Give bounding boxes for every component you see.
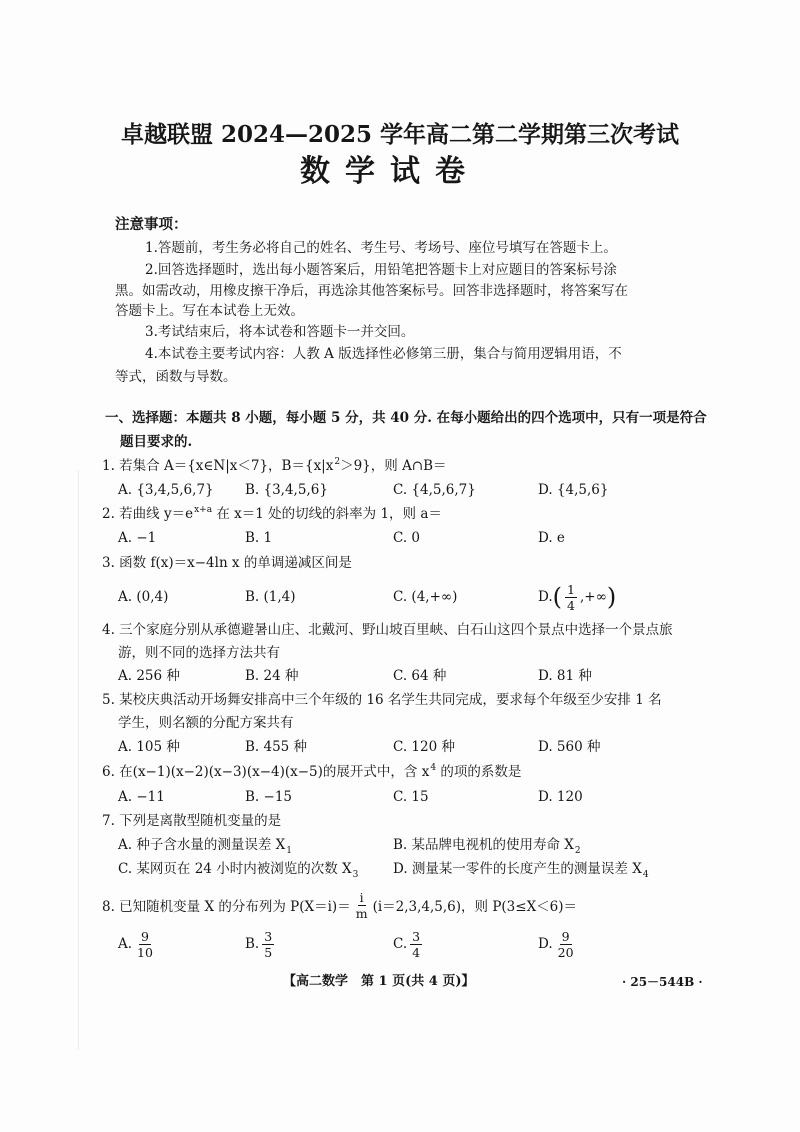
question-8-option-b (245, 924, 277, 964)
option-label: C. (393, 936, 408, 952)
stem-text: 1. 若集合 A＝{x∈N|x＜7}，B＝{x|x (102, 458, 334, 474)
question-4-option-c: C. 64 种 (393, 668, 447, 684)
fraction (410, 929, 422, 960)
question-2-option-d: D. e (538, 530, 565, 546)
question-1-option-d: D. {4,5,6} (538, 482, 609, 498)
exam-subject: 数学试卷 (300, 154, 480, 189)
option-text: D. 测量某一零件的长度产生的测量误差 X (393, 861, 642, 877)
denominator: 4 (567, 597, 575, 613)
numerator: 1 (567, 581, 575, 597)
subscript: 3 (352, 870, 359, 880)
notice-heading: 注意事项： (115, 216, 188, 233)
question-1-stem (102, 456, 447, 478)
option-text: A. 种子含水量的测量误差 X (118, 837, 286, 853)
question-5-option-c: C. 120 种 (393, 739, 455, 755)
fraction (262, 929, 274, 960)
numerator: 9 (141, 928, 149, 944)
notice-line: 4.本试卷主要考试内容：人教 A 版选择性必修第三册，集合与简用逻辑用语，不 (145, 346, 622, 362)
stem-text: (i＝2,3,4,5,6)，则 P(3≤X＜6)＝ (372, 899, 578, 915)
option-label: D. (538, 589, 553, 605)
exponent: 4 (430, 763, 437, 773)
question-7-option-a (118, 835, 292, 857)
question-8-option-d (538, 924, 579, 964)
notice-line: 黑。如需改动，用橡皮擦干净后，再选涂其他答案标号。回答非选择题时，将答案写在 (115, 283, 628, 299)
denominator: m (355, 905, 368, 921)
close-paren: ) (606, 583, 617, 611)
stem-text: ＞9}，则 A∩B＝ (340, 458, 447, 474)
question-7-stem: 7. 下列是离散型随机变量的是 (102, 813, 282, 829)
question-2-option-a: A. −1 (118, 530, 157, 546)
question-8-option-a (118, 924, 158, 964)
question-5-stem: 5. 某校庆典活动开场舞安排高中三个年级的 16 名学生共同完成，要求每个年级至少安排 1 名 (102, 692, 662, 708)
open-paren: ( (552, 583, 563, 611)
question-5-option-a: A. 105 种 (118, 739, 180, 755)
question-4-stem: 游，则不同的选择方法共有 (118, 645, 280, 661)
stem-text: 2. 若曲线 y＝e (102, 506, 194, 522)
question-4-option-a: A. 256 种 (118, 668, 180, 684)
denominator: 10 (137, 944, 153, 960)
subscript: 1 (286, 846, 292, 856)
denominator: 4 (412, 944, 421, 960)
question-3-option-c: C. (4,+∞) (393, 589, 458, 605)
stem-text: 的项的系数是 (436, 764, 522, 780)
question-2-option-b: B. 1 (245, 530, 273, 546)
notice-line: 1.答题前，考生务必将自己的姓名、考生号、考场号、座位号填写在答题卡上。 (145, 240, 617, 256)
subscript: 4 (642, 870, 649, 880)
fraction (135, 929, 155, 960)
question-7-option-b (393, 835, 581, 857)
notice-line: 2.回答选择题时，选出每小题答案后，用铅笔把答题卡上对应题目的答案标号涂 (145, 262, 617, 278)
exponent: x+a (194, 505, 213, 515)
paper-code: · 25－544B · (622, 975, 703, 989)
fraction (354, 890, 370, 921)
option-label: D. (538, 936, 553, 952)
question-1-option-b: B. {3,4,5,6} (245, 482, 328, 498)
option-text: B. 某品牌电视机的使用寿命 X (393, 837, 574, 853)
question-1-option-a: A. {3,4,5,6,7} (118, 482, 214, 498)
interval-rest: ,+∞ (579, 589, 607, 605)
question-5-option-b: B. 455 种 (245, 739, 308, 755)
stem-text: 8. 已知随机变量 X 的分布列为 P(X＝i)＝ (102, 899, 351, 915)
numerator: 9 (561, 928, 570, 944)
question-2-option-c: C. 0 (393, 530, 421, 546)
question-4-option-d: D. 81 种 (538, 668, 592, 684)
numerator: 3 (412, 928, 421, 944)
subscript: 2 (574, 846, 581, 856)
question-6-stem (102, 762, 521, 784)
question-3-option-b: B. (1,4) (245, 589, 296, 605)
question-1-option-c: C. {4,5,6,7} (393, 482, 476, 498)
question-6-option-b: B. −15 (245, 789, 292, 805)
exam-title: 卓越联盟 2024—2025 学年高二第二学期第三次考试 (120, 121, 680, 148)
stem-text: 在 x＝1 处的切线的斜率为 1，则 a＝ (212, 506, 442, 522)
denominator: 20 (557, 944, 574, 960)
option-label: B. (245, 936, 260, 952)
question-3-option-a: A. (0,4) (118, 589, 169, 605)
question-7-option-d (393, 859, 649, 881)
question-3-option-d (538, 577, 616, 617)
notice-line: 3.考试结束后，将本试卷和答题卡一并交回。 (145, 324, 415, 340)
question-6-option-d: D. 120 (538, 789, 583, 805)
numerator: i (359, 889, 364, 905)
notice-line: 答题卡上。写在本试卷上无效。 (115, 303, 304, 319)
question-4-option-b: B. 24 种 (245, 668, 299, 684)
numerator: 3 (264, 928, 273, 944)
question-5-stem: 学生，则名额的分配方案共有 (118, 715, 294, 731)
section-heading: 题目要求的. (120, 434, 193, 450)
section-heading: 一、选择题：本题共 8 小题，每小题 5 分，共 40 分. 在每小题给出的四个选项中，只有一项是符合 (105, 410, 707, 426)
stem-text: 6. 在(x−1)(x−2)(x−3)(x−4)(x−5)的展开式中，含 x (102, 764, 430, 780)
fraction (556, 929, 576, 960)
question-2-stem (102, 504, 442, 526)
scan-edge-line (78, 470, 79, 1050)
question-6-option-a: A. −11 (118, 789, 165, 805)
option-text: C. 某网页在 24 小时内被浏览的次数 X (118, 861, 352, 877)
notice-line: 等式，函数与导数。 (115, 369, 237, 385)
question-4-stem: 4. 三个家庭分别从承德避暑山庄、北戴河、野山坡百里峡、白石山这四个景点中选择一个景点旅 (102, 622, 673, 638)
denominator: 5 (264, 944, 273, 960)
option-label: A. (118, 936, 133, 952)
question-8-option-c (393, 924, 425, 964)
question-5-option-d: D. 560 种 (538, 739, 601, 755)
question-6-option-c: C. 15 (393, 789, 429, 805)
exponent: 2 (334, 457, 341, 467)
question-8-stem (102, 885, 577, 925)
question-3-stem: 3. 函数 f(x)＝x−4ln x 的单调递减区间是 (102, 555, 352, 571)
page-footer: 【高二数学 第 1 页(共 4 页)】 (283, 974, 475, 989)
question-7-option-c (118, 859, 358, 881)
fraction (565, 582, 577, 613)
